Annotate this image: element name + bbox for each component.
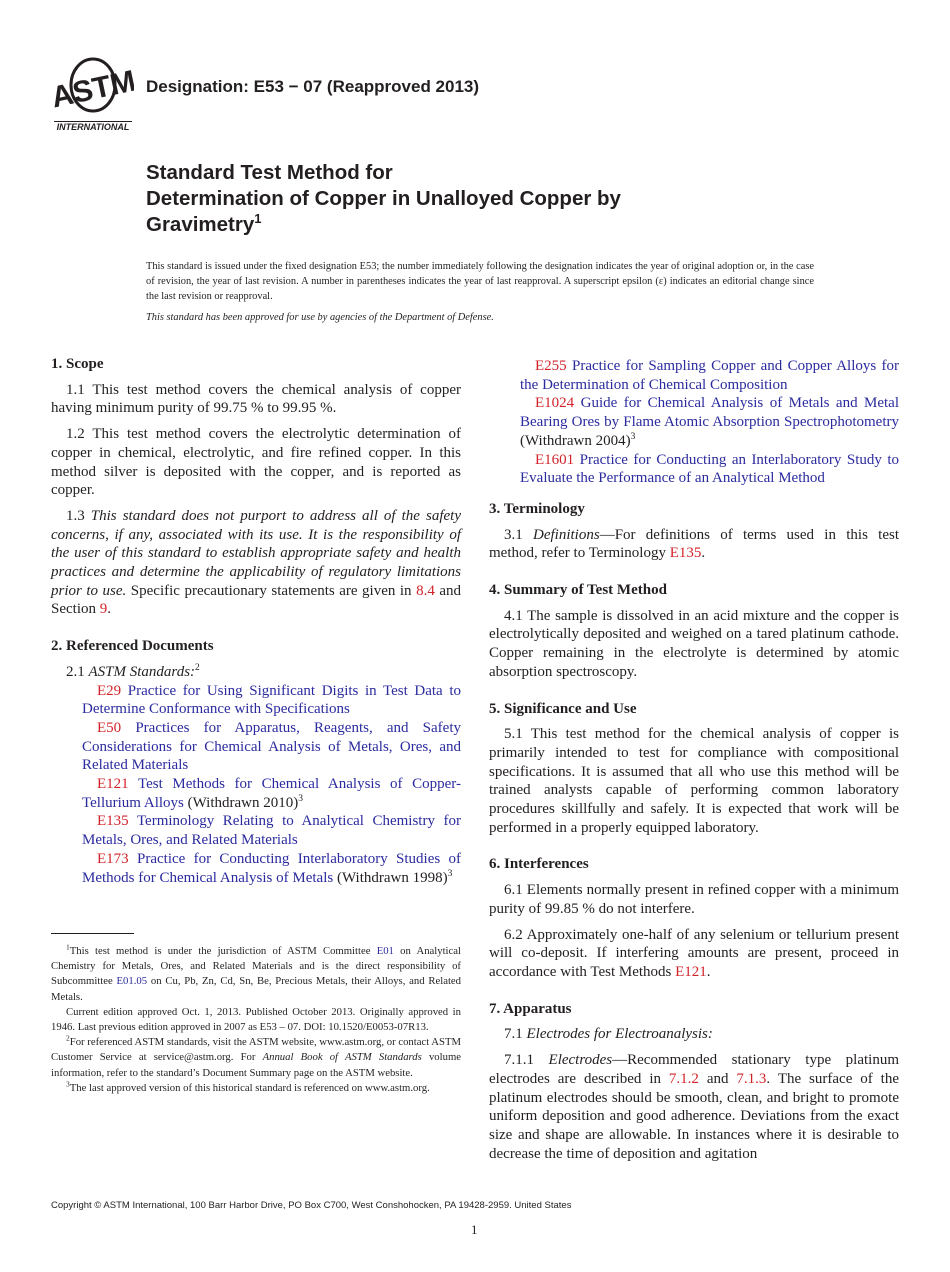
footnote-1-edition: Current edition approved Oct. 1, 2013. Published October 2013. Originally approved in 1946. Last previous edition approved in 2007 as E53 – 07. DOI: 10.1520/E0053-07R13. <box>51 1005 461 1034</box>
ref-code-link[interactable]: E1601 <box>535 451 575 468</box>
ref-item-e50 <box>51 719 461 775</box>
ref-item-e1024 <box>489 394 899 450</box>
ref-code-link[interactable]: E255 <box>535 358 567 374</box>
issue-note: This standard is issued under the fixed designation E53; the number immediately following the designation indicates the year of original adoption or, in the case of revision, the year of last revision. A number in parentheses indicates the year of last reapproval. A superscript epsilon (ε) indicates an editorial change since the last revision or reapproval. <box>146 261 814 302</box>
ref-item-e1601 <box>489 451 899 488</box>
para-6-1: 6.1 Elements normally present in refined copper with a minimum purity of 99.85 % do not interfere. <box>489 882 899 917</box>
link-e135[interactable]: E135 <box>669 545 702 562</box>
astm-standards-label: ASTM Standards: <box>88 663 196 680</box>
ref-title-link[interactable]: Guide for Chemical Analysis of Metals and Metal Bearing Ores by Flame Atomic Absorption Spectrophotometry <box>520 395 899 431</box>
document-title <box>146 160 621 238</box>
para-1-3-text-a: Specific precautionary statements are given in <box>126 582 417 599</box>
definitions-term: Definitions <box>533 526 600 543</box>
para-6-2-end: . <box>706 963 711 980</box>
footnote-3-text: The last approved version of this historical standard is referenced on www.astm.org. <box>69 1081 430 1094</box>
title-line-2: Determination of Copper in Unalloyed Copper by <box>146 187 621 210</box>
footnote-mark-3: 3 <box>630 431 636 442</box>
para-1-3-text-c: . <box>107 601 111 618</box>
page-number: 1 <box>471 1222 478 1237</box>
ref-title-link[interactable]: Test Methods for Chemical Analysis of Copper-Tellurium Alloys <box>82 776 461 811</box>
para-7-1-number: 7.1 <box>504 1026 523 1043</box>
para-3-1-number: 3.1 <box>504 526 523 543</box>
para-1-2: 1.2 This test method covers the electrolytic determination of copper in chemical, electrolytic, and fire refined copper. In this method silver is deposited with the copper, and is reported as copper. <box>51 426 461 499</box>
electrodes-term: Electrodes <box>548 1052 613 1069</box>
para-6-2 <box>489 926 899 982</box>
ref-withdrawn-note: (Withdrawn 2004) <box>520 432 631 449</box>
footnote-divider <box>51 933 134 934</box>
left-column <box>51 355 461 887</box>
safety-statement: This standard does not purport to address all of the safety concerns, if any, associated with its use. It is the responsibility of the user of this standard to establish appropriate safety and health practices and determine the applicability of regulatory limitations prior to use. <box>51 507 461 599</box>
ref-item-e29 <box>51 682 461 719</box>
footnote-2-text-a: For referenced ASTM standards, visit the ASTM website, www.astm.org, or contact ASTM Customer Service at service@astm.org. For <box>51 1036 461 1064</box>
ref-code-link[interactable]: E29 <box>97 682 122 699</box>
para-2-1 <box>51 663 461 682</box>
annual-book-title: Annual Book of ASTM Standards <box>262 1051 422 1064</box>
ref-item-e255 <box>489 357 899 394</box>
footnote-mark-2: 2 <box>195 662 200 673</box>
footnote-1-text-b: on Analytical Chemistry for Metals, Ores, and Related Materials and is the direct responsibility of Subcommittee <box>51 945 461 988</box>
link-e121[interactable]: E121 <box>675 963 707 980</box>
link-7-1-3[interactable]: 7.1.3 <box>736 1070 767 1087</box>
section-2-heading: 2. Referenced Documents <box>51 638 214 655</box>
link-7-1-2[interactable]: 7.1.2 <box>668 1070 699 1087</box>
footnote-1-text-a: This test method is under the jurisdiction of ASTM Committee <box>69 945 377 957</box>
ref-item-e173 <box>51 850 461 887</box>
para-2-1-number: 2.1 <box>66 663 85 680</box>
ref-title-link[interactable]: Terminology Relating to Analytical Chemistry for Metals, Ores, and Related Materials <box>82 813 461 849</box>
ref-title-link[interactable]: Practices for Apparatus, Reagents, and Safety Considerations for Chemical Analysis of Metals, Ores, and Related Materials <box>82 719 461 774</box>
section-4-heading: 4. Summary of Test Method <box>489 582 667 599</box>
svg-text:ASTM: ASTM <box>52 64 134 115</box>
para-7-1 <box>489 1025 899 1044</box>
ref-withdrawn-note: (Withdrawn 2010) <box>183 794 299 811</box>
para-4-1: 4.1 The sample is dissolved in an acid mixture and the copper is electrolytically deposited and weighed on a tared platinum cathode. Copper remaining in the electrolyte is determined by atomic absorption spectroscopy. <box>489 607 899 680</box>
para-7-1-1-text-c: . The surface of the platinum electrodes should be smooth, clean, and bright to promote uniform deposition and good adherence. Deviations from the exact size and shape are allowable. In instances where it is desirable to decrease the time of deposition and agitation <box>489 1070 900 1162</box>
footnote-mark-3: 3 <box>298 793 303 804</box>
link-8-4[interactable]: 8.4 <box>416 582 435 599</box>
ref-title-link[interactable]: Practice for Using Significant Digits in Test Data to Determine Conformance with Specifications <box>82 682 461 718</box>
footnote-1-mark: 1 <box>66 942 70 952</box>
para-1-3-number: 1.3 <box>66 507 85 524</box>
ref-title-link[interactable]: Practice for Sampling Copper and Copper Alloys for the Determination of Chemical Composition <box>520 358 900 393</box>
section-6-heading: 6. Interferences <box>489 856 589 873</box>
footnote-3 <box>51 1081 461 1096</box>
para-1-3-text-b: and Section <box>51 582 461 618</box>
ref-code-link[interactable]: E50 <box>97 719 122 736</box>
section-7-heading: 7. Apparatus <box>489 1000 572 1017</box>
para-3-1-text: —For definitions of terms used in this test method, refer to Terminology <box>489 526 900 562</box>
designation: Designation: E53 − 07 (Reapproved 2013) <box>146 77 480 96</box>
para-1-1: 1.1 This test method covers the chemical analysis of copper having minimum purity of 99.75 % to 99.95 %. <box>51 381 461 417</box>
link-e01-05[interactable]: E01.05 <box>116 975 148 988</box>
para-3-1 <box>489 526 899 563</box>
ref-title-link[interactable]: Practice for Conducting an Interlaboratory Study to Evaluate the Performance of an Analytical Method <box>520 451 899 487</box>
section-5-heading: 5. Significance and Use <box>489 700 637 717</box>
link-section-9[interactable]: 9 <box>99 601 108 618</box>
footnote-mark-3: 3 <box>447 868 453 879</box>
svg-text:INTERNATIONAL: INTERNATIONAL <box>56 122 130 132</box>
title-line-3 <box>146 212 621 238</box>
footnote-2 <box>51 1035 461 1081</box>
title-line-1: Standard Test Method for <box>146 161 393 184</box>
right-column <box>489 357 899 1163</box>
title-footnote-mark: 1 <box>254 211 262 227</box>
electrodes-label: Electrodes for Electroanalysis: <box>526 1026 713 1043</box>
ref-title-link[interactable]: Practice for Conducting Interlaboratory Studies of Methods for Chemical Analysis of Metals <box>82 850 462 886</box>
ref-item-e135 <box>51 812 461 849</box>
astm-logo <box>52 57 134 133</box>
para-1-3 <box>51 507 461 619</box>
footnote-2-text-b: volume information, refer to the standard’s Document Summary page on the ASTM website. <box>51 1051 462 1079</box>
ref-code-link[interactable]: E173 <box>97 850 129 867</box>
astm-logo-mark <box>52 57 134 133</box>
section-1-heading: 1. Scope <box>51 356 104 372</box>
ref-code-link[interactable]: E1024 <box>535 395 575 412</box>
link-e01[interactable]: E01 <box>376 945 394 957</box>
para-7-1-1 <box>489 1051 899 1163</box>
para-7-1-1-number: 7.1.1 <box>504 1052 534 1069</box>
para-7-1-1-text-b: and <box>698 1070 737 1087</box>
footnotes <box>51 944 461 1096</box>
ref-code-link[interactable]: E121 <box>97 776 129 793</box>
footnote-2-mark: 2 <box>66 1033 70 1043</box>
footnote-1 <box>51 944 461 1005</box>
para-7-1-1-text-a: —Recommended stationary type platinum electrodes are described in <box>489 1052 899 1087</box>
section-3-heading: 3. Terminology <box>489 500 585 517</box>
para-6-2-text: 6.2 Approximately one-half of any selenium or tellurium present will co-deposit. If interfering amounts are present, proceed in accordance with Test Methods <box>489 926 899 980</box>
dod-note: This standard has been approved for use by agencies of the Department of Defense. <box>146 312 494 323</box>
ref-withdrawn-note: (Withdrawn 1998) <box>333 869 448 886</box>
title-line-3-text: Gravimetry <box>146 213 255 236</box>
footnote-1-text-c: on Cu, Pb, Zn, Cd, Sn, Be, Precious Metals, their Alloys, and Related Metals. <box>51 975 461 1003</box>
ref-code-link[interactable]: E135 <box>97 813 129 830</box>
copyright: Copyright © ASTM International, 100 Barr Harbor Drive, PO Box C700, West Conshohocken, PA 19428-2959. United States <box>51 1200 572 1211</box>
footnote-3-mark: 3 <box>66 1079 70 1089</box>
para-5-1: 5.1 This test method for the chemical analysis of copper is primarily intended to test for compliance with compositional specifications. It is assumed that all who use this method will be trained analysts capable of performing common laboratory procedures skillfully and safely. It is expected that work will be performed in a properly equipped laboratory. <box>489 726 899 836</box>
para-3-1-end: . <box>701 545 706 562</box>
ref-item-e121 <box>51 775 461 812</box>
